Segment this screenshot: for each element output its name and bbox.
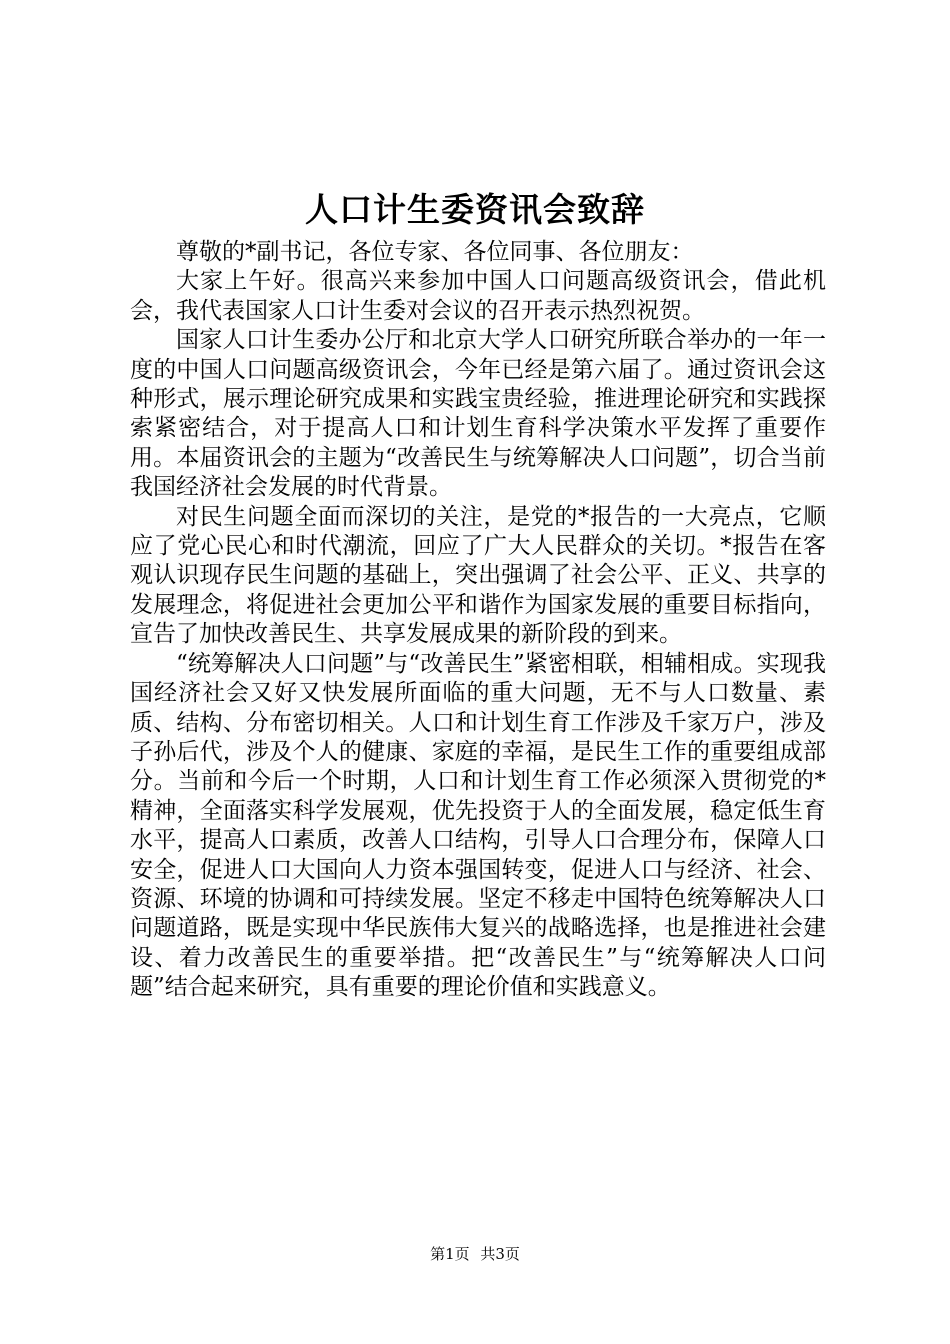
page-number-footer: 第1页 共3页 <box>430 1245 520 1263</box>
paragraph-4: “统筹解决人口问题”与“改善民生”紧密相联，相辅相成。实现我国经济社会又好又快发展所面临的重大问题，无不与人口数量、素质、结构、分布密切相关。人口和计划生育工作涉及千家万户，涉及子孙后代，涉及个人的健康、家庭的幸福，是民生工作的重要组成部分。当前和今后一个时期，人口和计划生育工作必须深入贯彻党的*精神，全面落实科学发展观，优先投资于人的全面发展，稳定低生育水平，提高人口素质，改善人口结构，引导人口合理分布，保障人口安全，促进人口大国向人力资本强国转变，促进人口与经济、社会、资源、环境的协调和可持续发展。坚定不移走中国特色统筹解决人口问题道路，既是实现中华民族伟大复兴的战略选择，也是推进社会建设、着力改善民生的重要举措。把“改善民生”与“统筹解决人口问题”结合起来研究，具有重要的理论价值和实践意义。 <box>130 650 826 1001</box>
document-title: 人口计生委资讯会致辞 <box>305 190 645 229</box>
paragraph-1: 大家上午好。很高兴来参加中国人口问题高级资讯会，借此机会，我代表国家人口计生委对会议的召开表示热烈祝贺。 <box>130 268 826 324</box>
paragraph-2: 国家人口计生委办公厅和北京大学人口研究所联合举办的一年一度的中国人口问题高级资讯会，今年已经是第六届了。通过资讯会这种形式，展示理论研究成果和实践宝贵经验，推进理论研究和实践探索紧密结合，对于提高人口和计划生育科学决策水平发挥了重要作用。本届资讯会的主题为“改善民生与统筹解决人口问题”，切合当前我国经济社会发展的时代背景。 <box>130 327 826 501</box>
paragraph-3: 对民生问题全面而深切的关注，是党的*报告的一大亮点，它顺应了党心民心和时代潮流，回应了广大人民群众的关切。*报告在客观认识现存民生问题的基础上，突出强调了社会公平、正义、共享的发展理念，将促进社会更加公平和谐作为国家发展的重要目标指向，宣告了加快改善民生、共享发展成果的新阶段的到来。 <box>130 503 826 648</box>
salutation: 尊敬的*副书记，各位专家、各位同事、各位朋友： <box>176 239 694 265</box>
document-body <box>130 238 826 1003</box>
